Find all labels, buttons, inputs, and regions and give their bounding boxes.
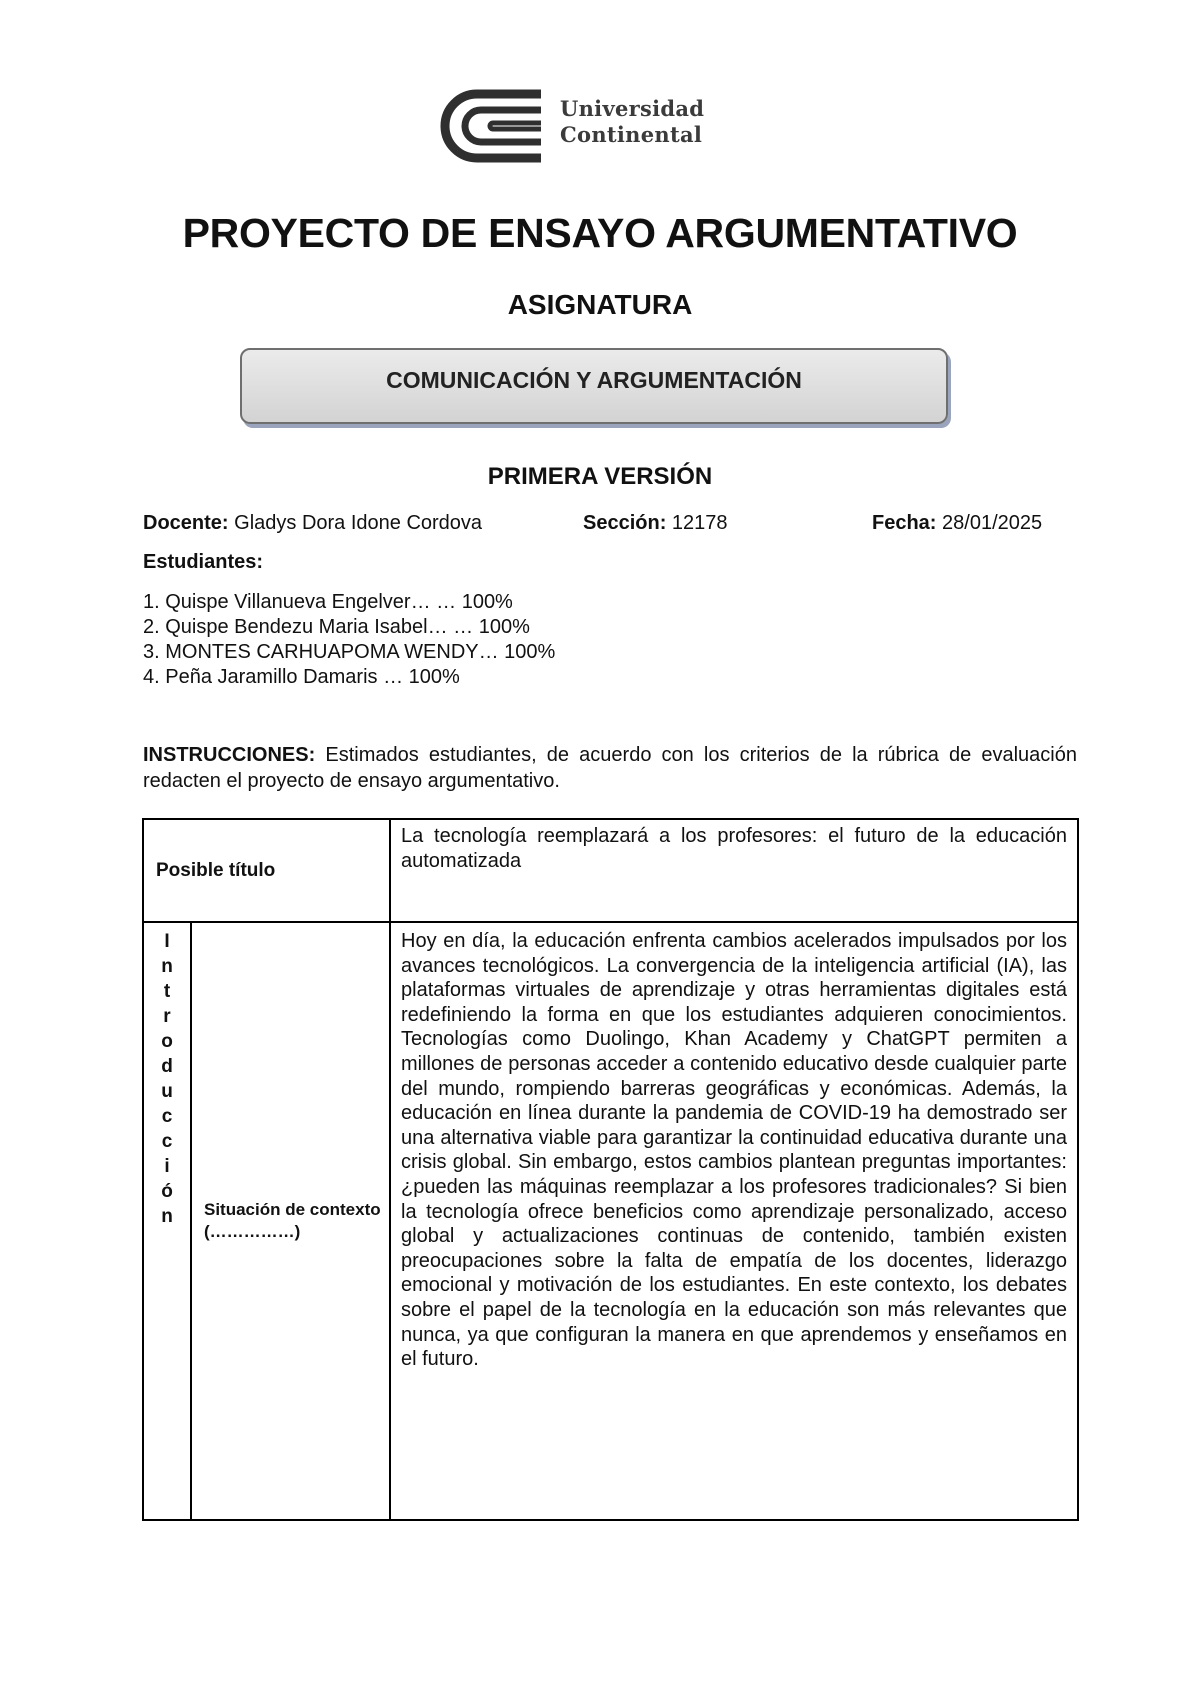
table-row [143,922,1078,1520]
date-label: Fecha: [872,512,937,534]
section-label: Sección: [583,512,667,534]
continental-emblem-icon [437,86,549,166]
university-name-line1: Universidad [560,96,705,121]
instructions-text: Estimados estudiantes, de acuerdo con los criterios de la rúbrica de evaluación redacten el proyecto de ensayo argumentativo. [143,744,1077,792]
introduction-vertical-label [144,923,190,1229]
students-label: Estudiantes: [143,551,264,573]
page-title: PROYECTO DE ENSAYO ARGUMENTATIVO [182,210,1018,256]
course-name: COMUNICACIÓN Y ARGUMENTACIÓN [386,366,802,393]
essay-table [142,818,1079,1521]
vertical-letter: c [161,1131,173,1152]
table-row [143,819,1078,922]
vertical-letter: n [161,1206,173,1227]
section-info [583,512,728,535]
vertical-letter: c [161,1106,173,1127]
list-item: 3. MONTES CARHUAPOMA WENDY… 100% [143,641,556,663]
introduction-section-cell [143,922,191,1520]
vertical-letter: r [163,1006,171,1027]
university-logo [437,86,717,166]
list-item: 1. Quispe Villanueva Engelver… … 100% [143,591,513,613]
instructions-paragraph [143,742,1077,794]
vertical-letter: n [161,956,173,977]
subject-label: ASIGNATURA [507,289,693,320]
vertical-letter: t [163,981,171,1002]
list-item: 2. Quispe Bendezu Maria Isabel… … 100% [143,616,530,638]
teacher-value: Gladys Dora Idone Cordova [234,512,483,534]
course-name-box [240,348,948,424]
context-text: Hoy en día, la educación enfrenta cambios acelerados impulsados por los avances tecnológicos. La convergencia de la inteligencia artificial (IA), las plataformas virtuales de aprendizaje y otras herramientas digitales está redefiniendo la forma en que los estudiantes adquieren conocimientos. Tecnologías como Duolingo, Khan Academy y ChatGPT permiten a millones de personas acceder a contenido educativo desde cualquier parte del mundo, rompiendo barreras geográficas y económicas. Además, la educación en línea durante la pandemia de COVID-19 ha demostrado ser una alternativa viable para garantizar la continuidad educativa durante una crisis global. Sin embargo, estos cambios plantean preguntas importantes: ¿pueden las máquinas reemplazar a los profesores tradicionales? Si bien la tecnología ofrece beneficios como aprendizaje personalizado, acceso global y actualizaciones continuas de contenido, también existen preocupaciones sobre la falta de empatía de los docentes, liderazgo emocional y motivación de los estudiantes. En este contexto, los debates sobre el papel de la tecnología en la educación son más relevantes que nunca, ya que configuran la manera en que aprendemos y enseñamos en el futuro. [390,922,1078,1520]
instructions-label: INSTRUCCIONES: [143,744,316,766]
date-info [872,512,1042,535]
teacher-info [143,512,482,535]
vertical-letter: ó [161,1181,173,1202]
section-value: 12178 [671,512,728,534]
vertical-letter: u [161,1081,173,1102]
teacher-label: Docente: [143,512,229,534]
vertical-letter: I [164,931,170,952]
students-list [143,590,555,690]
vertical-letter: d [161,1056,173,1077]
possible-title-value: La tecnología reemplazará a los profesores: el futuro de la educación automatizada [390,819,1078,922]
context-subsection-label: Situación de contexto (……………) [191,922,390,1520]
list-item: 4. Peña Jaramillo Damaris … 100% [143,666,460,688]
vertical-letter: o [161,1031,173,1052]
vertical-letter: i [164,1156,170,1177]
date-value: 28/01/2025 [942,512,1043,534]
version-heading: PRIMERA VERSIÓN [487,463,713,490]
possible-title-label: Posible título [143,819,390,922]
university-name-line2: Continental [560,122,703,147]
university-name [560,96,704,148]
